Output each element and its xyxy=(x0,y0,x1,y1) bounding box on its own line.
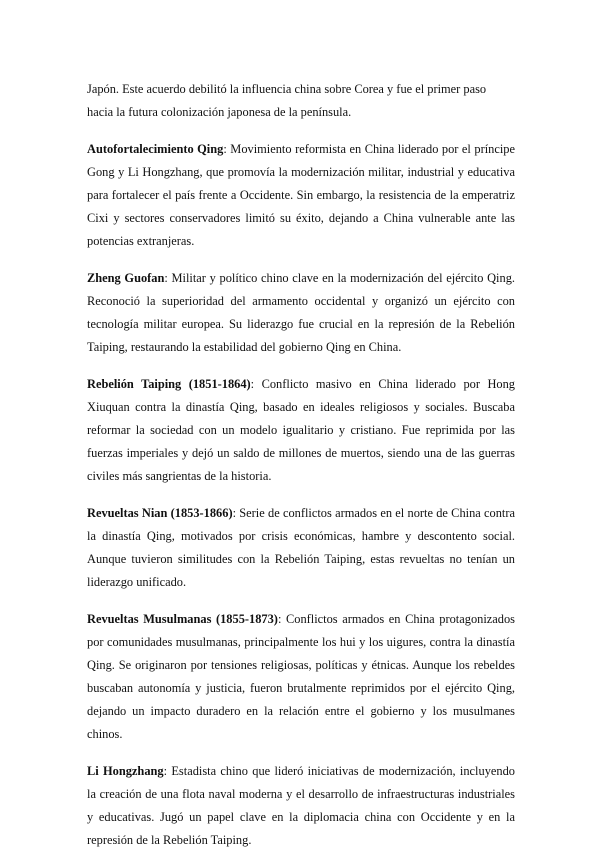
entry-li-hongzhang xyxy=(87,760,515,852)
entry-definition: : Serie de conflictos armados en el norte de China contra la dinastía Qing, motivados por crisis económicas, hambre y descontento social. Aunque tuvieron similitudes con la Rebelión Taiping, estas revueltas no tenían un liderazgo unificado. xyxy=(87,506,516,589)
entry-term: Rebelión Taiping (1851-1864) xyxy=(87,377,251,391)
entry-term: Revueltas Musulmanas (1855-1873) xyxy=(87,612,278,626)
entry-definition: : Militar y político chino clave en la modernización del ejército Qing. Reconoció la superioridad del armamento occidental y organizó un ejército con tecnología militar europea. Su liderazgo fue crucial en la represión de la Rebelión Taiping, restaurando la estabilidad del gobierno Qing en China. xyxy=(87,271,515,354)
entry-definition: : Estadista chino que lideró iniciativas de modernización, incluyendo la creación de una flota naval moderna y el desarrollo de infraestructuras industriales y educativas. Jugó un papel clave en la diplomacia china con Occidente y en la represión de la Rebelión Taiping. xyxy=(87,764,515,847)
entry-definition: : Conflicto masivo en China liderado por Hong Xiuquan contra la dinastía Qing, basado en ideales religiosos y sociales. Buscaba reformar la sociedad con un modelo igualitario y cristiano. Fue reprimida por las fuerzas imperiales y dejó un saldo de millones de muertos, siendo una de las guerras civiles más sangrientas de la historia. xyxy=(87,377,515,483)
entry-revueltas-nian xyxy=(87,502,515,594)
entry-autofortalecimiento-qing xyxy=(87,138,515,253)
entry-term: Li Hongzhang xyxy=(87,764,164,778)
entry-revueltas-musulmanas xyxy=(87,608,515,746)
entry-term: Revueltas Nian (1853-1866) xyxy=(87,506,233,520)
entry-definition: : Movimiento reformista en China liderado por el príncipe Gong y Li Hongzhang, que promovía la modernización militar, industrial y educativa para fortalecer el país frente a Occidente. Sin embargo, la resistencia de la emperatriz Cixi y sectores conservadores limitó su éxito, dejando a China vulnerable ante las potencias extranjeras. xyxy=(87,142,515,248)
document-body xyxy=(87,78,515,866)
intro-paragraph: Japón. Este acuerdo debilitó la influencia china sobre Corea y fue el primer paso hacia la futura colonización japonesa de la península. xyxy=(87,82,487,119)
entry-zheng-guofan xyxy=(87,267,515,359)
entry-term: Zheng Guofan xyxy=(87,271,165,285)
entry-definition: : Conflictos armados en China protagonizados por comunidades musulmanas, principalmente los hui y los uigures, contra la dinastía Qing. Se originaron por tensiones religiosas, políticas y étnicas. Aunque los rebeldes buscaban autonomía y justicia, fueron brutalmente reprimidos por el ejército Qing, dejando un impacto duradero en la relación entre el gobierno y los musulmanes chinos. xyxy=(87,612,515,741)
entry-rebelion-taiping xyxy=(87,373,515,488)
entry-term: Autofortalecimiento Qing xyxy=(87,142,224,156)
